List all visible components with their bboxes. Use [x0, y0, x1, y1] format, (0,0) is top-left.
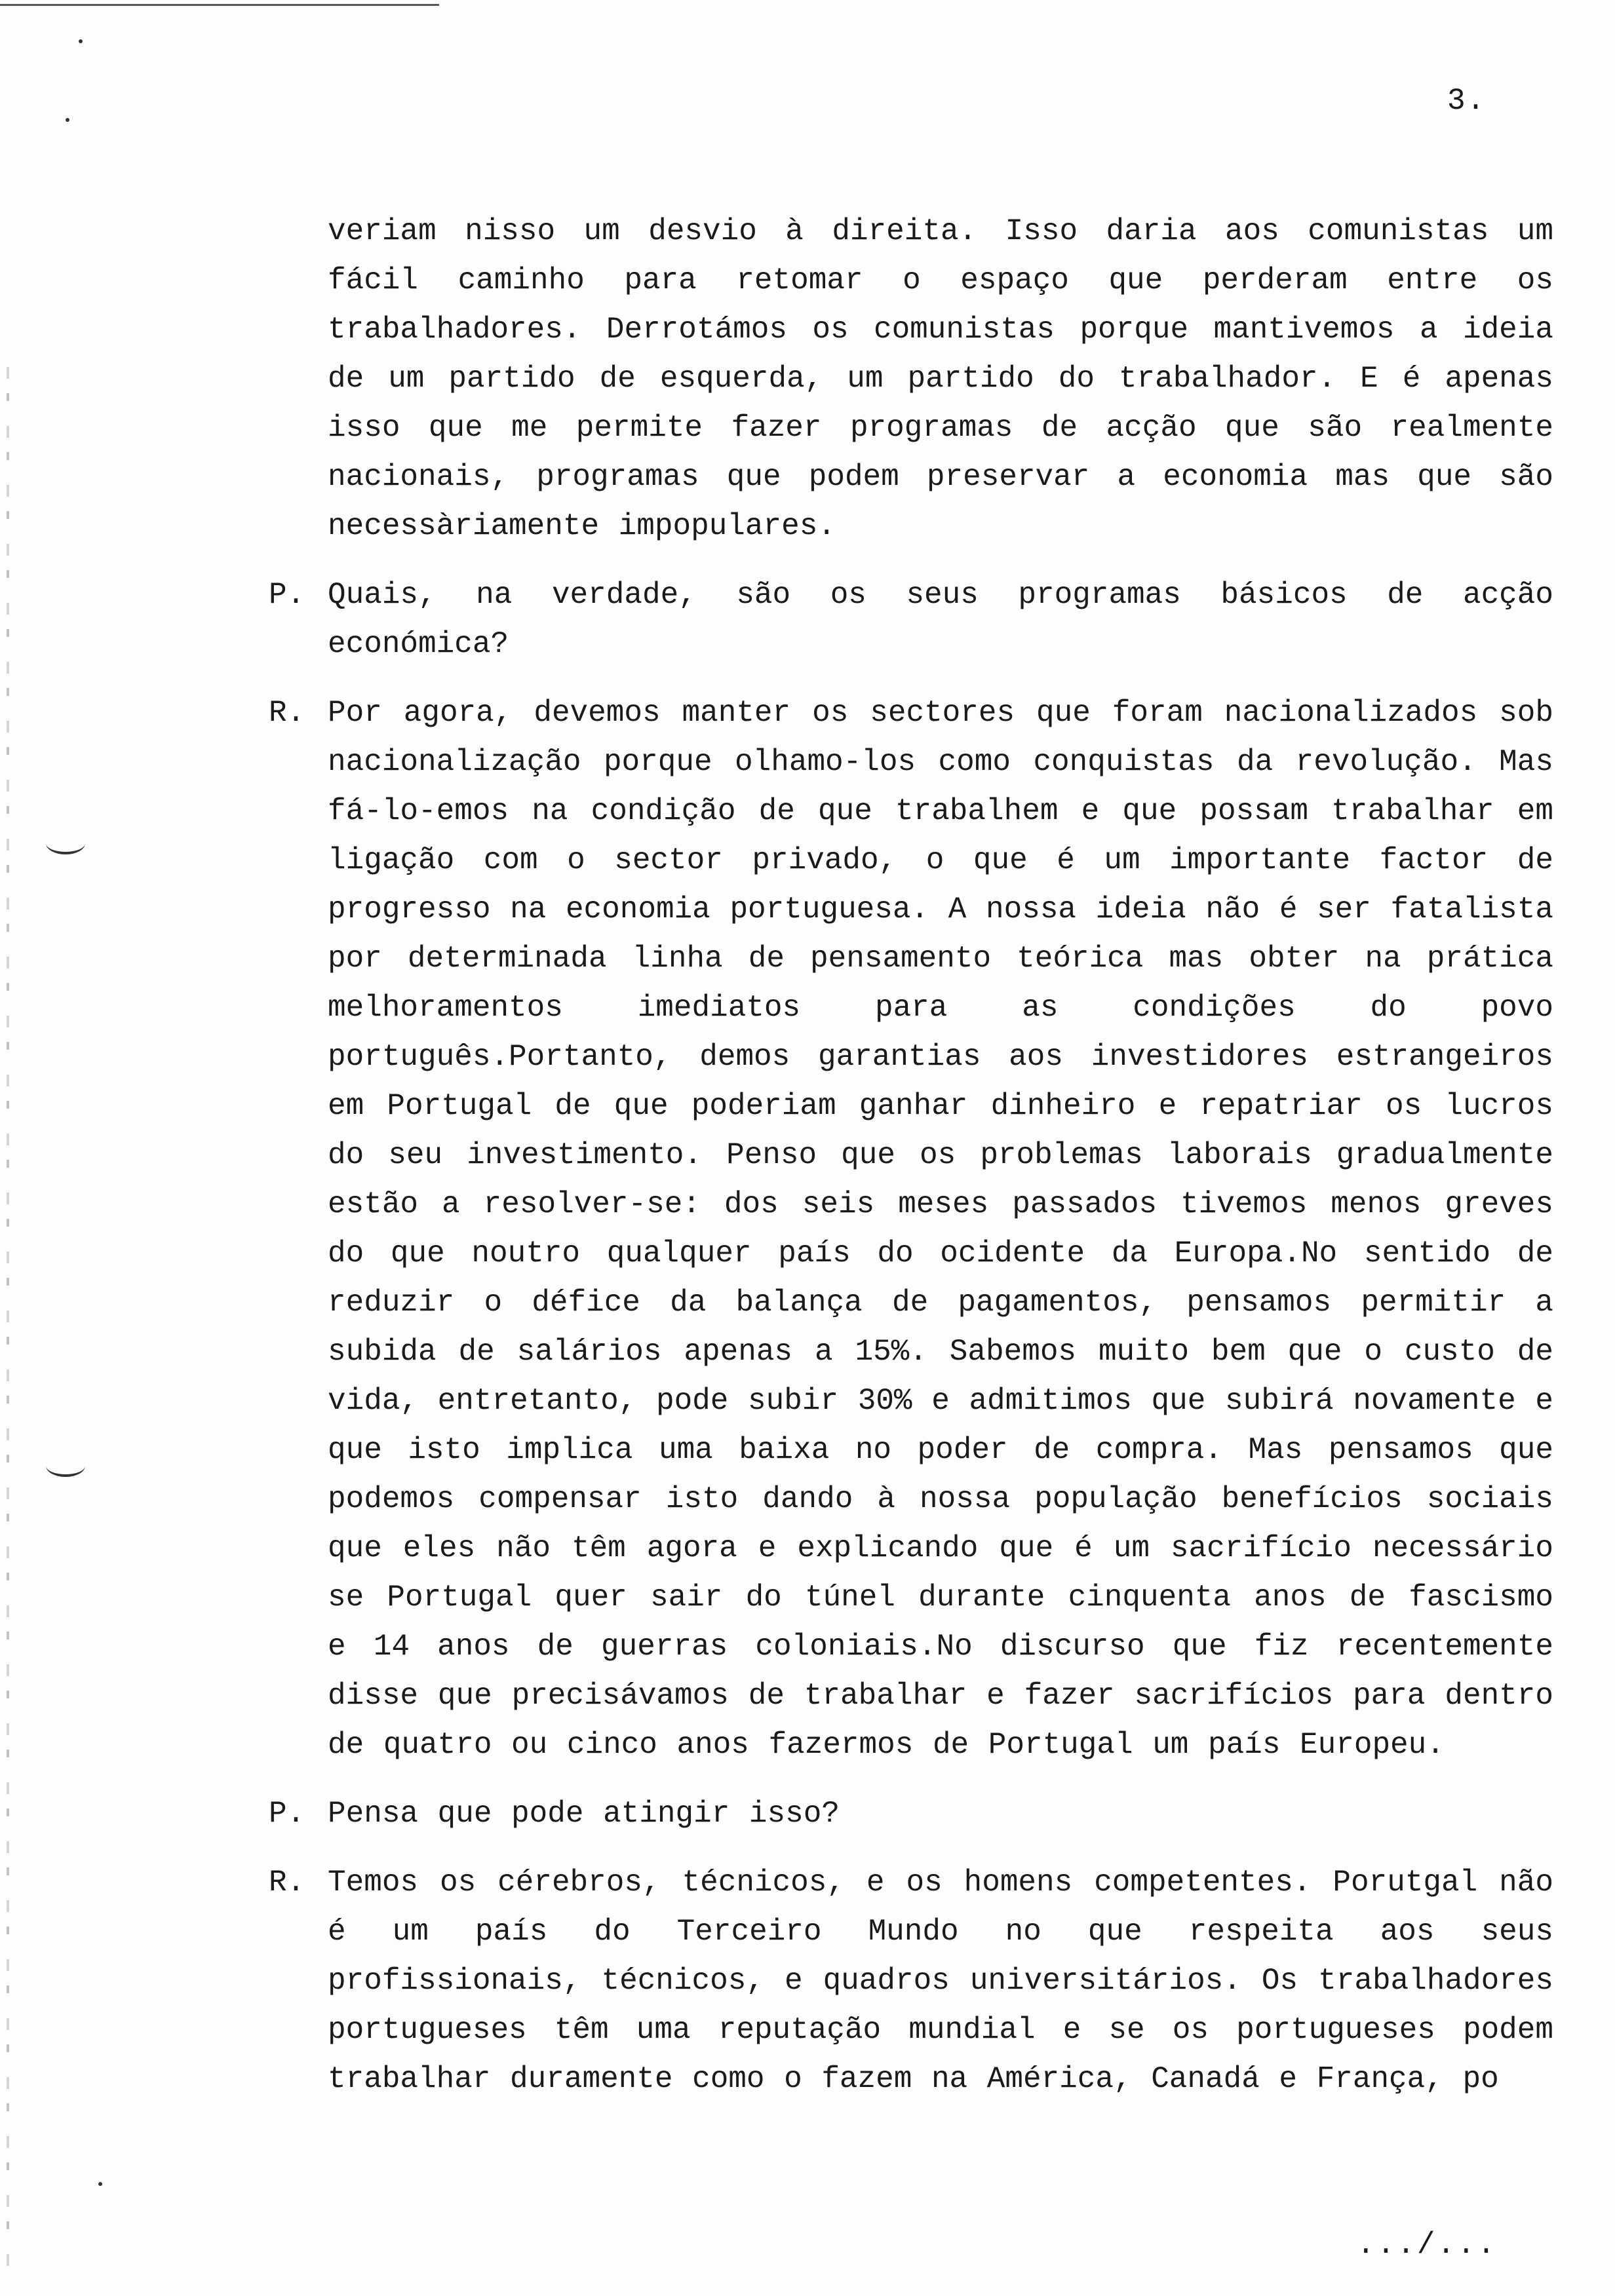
scan-speck [66, 118, 69, 122]
paragraph-text: Temos os cérebros, técnicos, e os homens competentes. Porutgal não é um país do Terceiro Mundo no que respeita aos seus profissionais, técnicos, e quadros universitários. Os trabalhadores portugueses têm uma reputação mundial e se os portugueses podem trabalhar duramente como o fazem na América, Canadá e França, po [328, 1866, 1553, 2096]
question-paragraph [269, 571, 1553, 669]
question-paragraph [269, 1789, 1553, 1839]
page-number: 3. [1447, 84, 1487, 118]
answer-paragraph [269, 689, 1553, 1770]
paragraph-marker: R. [269, 1866, 305, 1900]
document-body [269, 207, 1553, 2124]
paragraph [269, 207, 1553, 551]
paragraph-text: veriam nisso um desvio à direita. Isso daria aos comunistas um fácil caminho para retomar o espaço que perderam entre os trabalhadores. Derrotámos os comunistas porque mantivemos a ideia de um partido de esquerda, um partido do trabalhador. E é apenas isso que me permite fazer programas de acção que são realmente nacionais, programas que podem preservar a economia mas que são necessàriamente impopulares. [328, 214, 1553, 543]
scan-speck [98, 2182, 102, 2186]
paragraph-marker: P. [269, 1797, 305, 1831]
answer-paragraph [269, 1858, 1553, 2104]
margin-mark [46, 832, 85, 854]
margin-mark [46, 1455, 85, 1477]
paragraph-text: Por agora, devemos manter os sectores que foram nacionalizados sob nacionalização porque olhamo-los como conquistas da revolução. Mas fá-lo-emos na condição de que trabalhem e que possam trabalhar em ligação com o sector privado, o que é um importante factor de progresso na economia portuguesa. A nossa ideia não é ser fatalista por determinada linha de pensamento teórica mas obter na prática melhoramentos imediatos para as condições do povo português.Portanto, demos garantias aos investidores estrangeiros em Portugal de que poderiam ganhar dinheiro e repatriar os lucros do seu investimento. Penso que os problemas laborais gradualmente estão a resolver-se: dos seis meses passados tivemos menos greves do que noutro qualquer país do ocidente da Europa.No sentido de reduzir o défice da balança de pagamentos, pensamos permitir a subida de salários apenas a 15%. Sabemos muito bem que o custo de vida, entretanto, pode subir 30% e admitimos que subirá novamente e que isto implica uma baixa no poder de compra. Mas pensamos que podemos compensar isto dando à nossa população benefícios sociais que eles não têm agora e explicando que é um sacrifício necessário se Portugal quer sair do túnel durante cinquenta anos de fascismo e 14 anos de guerras coloniais.No discurso que fiz recentemente disse que precisávamos de trabalhar e fazer sacrifícios para dentro de quatro ou cinco anos fazermos de Portugal um país Europeu. [328, 696, 1553, 1762]
scan-left-edge [7, 367, 9, 2267]
top-rule [0, 4, 439, 6]
paragraph-marker: R. [269, 696, 305, 730]
continuation-mark: .../... [1357, 2228, 1498, 2262]
paragraph-text: Pensa que pode atingir isso? [328, 1797, 840, 1831]
paragraph-marker: P. [269, 578, 305, 612]
scan-speck [79, 39, 83, 43]
paragraph-text: Quais, na verdade, são os seus programas básicos de acção económica? [328, 578, 1553, 661]
